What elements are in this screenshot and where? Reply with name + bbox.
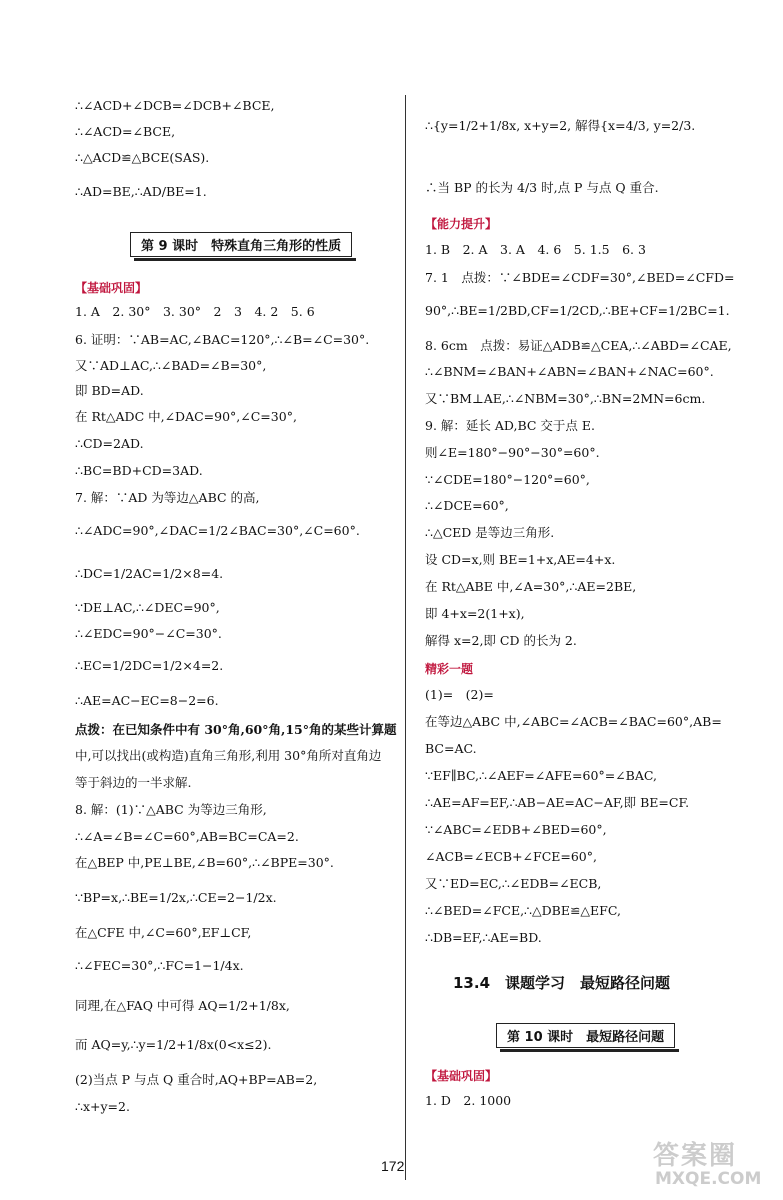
answer-line: 8. 解：(1)∵△ABC 为等边三角形, [75, 802, 267, 817]
answer-line: 8. 6cm 点拨：易证△ADB≌△CEA,∴∠ABD=∠CAE, [425, 338, 732, 353]
answer-line: ∵∠ABC=∠EDB+∠BED=60°, [425, 822, 607, 837]
answer-line: 1. A 2. 30° 3. 30° 2 3 4. 2 5. 6 [75, 304, 315, 319]
section-tag: 【能力提升】 [425, 217, 498, 231]
section-tag: 精彩一题 [425, 662, 474, 676]
tip-line: 中,可以找出(或构造)直角三角形,利用 30°角所对直角边 [75, 748, 382, 763]
text-line: ∴△ACD≌△BCE(SAS). [75, 150, 210, 165]
answer-line: ∴EC=1/2DC=1/2×4=2. [75, 658, 224, 673]
answer-line: 90°,∴BE=1/2BD,CF=1/2CD,∴BE+CF=1/2BC=1. [425, 303, 730, 318]
answer-line: 即 BD=AD. [75, 383, 144, 398]
answer-line: ∵∠CDE=180°−120°=60°, [425, 472, 590, 487]
section-heading-10: 第 10 课时 最短路径问题 [496, 1023, 675, 1048]
answer-line: ∴∠BED=∠FCE,∴△DBE≌△EFC, [425, 903, 621, 918]
answer-line: ∴∠DCE=60°, [425, 498, 509, 513]
answer-line: ∴AE=AC−EC=8−2=6. [75, 693, 219, 708]
answer-line: 6. 证明：∵AB=AC,∠BAC=120°,∴∠B=∠C=30°. [75, 332, 370, 347]
lesson-title: 13.4 课题学习 最短路径问题 [453, 974, 671, 992]
answer-line: ∴∠BNM=∠BAN+∠ABN=∠BAN+∠NAC=60°. [425, 364, 714, 379]
answer-line: 即 4+x=2(1+x), [425, 606, 525, 621]
answer-line: 在 Rt△ADC 中,∠DAC=90°,∠C=30°, [75, 409, 297, 424]
answer-line: ∴△CED 是等边三角形. [425, 525, 555, 540]
section-tag: 【基础巩固】 [425, 1069, 498, 1083]
tip-line: 等于斜边的一半求解. [75, 775, 192, 790]
answer-line: ∴∠EDC=90°−∠C=30°. [75, 626, 222, 641]
answer-line: ∵EF∥BC,∴∠AEF=∠AFE=60°=∠BAC, [425, 768, 657, 783]
watermark [645, 1135, 775, 1195]
text-line: ∴∠ACD=∠BCE, [75, 124, 176, 139]
answer-line: ∴当 BP 的长为 4/3 时,点 P 与点 Q 重合. [425, 180, 659, 195]
section-heading-9: 第 9 课时 特殊直角三角形的性质 [130, 232, 352, 257]
answer-line: ∵BP=x,∴BE=1/2x,∴CE=2−1/2x. [75, 890, 277, 905]
page-number: 172 [381, 1158, 405, 1174]
watermark-url: MXQE.COM [655, 1169, 762, 1189]
text-line: ∴∠ACD+∠DCB=∠DCB+∠BCE, [75, 98, 275, 113]
column-divider [405, 95, 406, 1180]
answer-line: ∴DC=1/2AC=1/2×8=4. [75, 566, 224, 581]
answer-line: 则∠E=180°−90°−30°=60°. [425, 445, 600, 460]
answer-line: 而 AQ=y,∴y=1/2+1/8x(0<x≤2). [75, 1037, 272, 1052]
answer-line: 1. D 2. 1000 [425, 1093, 512, 1108]
answer-line: ∴DB=EF,∴AE=BD. [425, 930, 542, 945]
answer-line: 7. 1 点拨：∵∠BDE=∠CDF=30°,∠BED=∠CFD= [425, 270, 735, 285]
answer-line: 7. 解：∵AD 为等边△ABC 的高, [75, 490, 260, 505]
answer-line: ∴x+y=2. [75, 1099, 130, 1114]
answer-line: ∴BC=BD+CD=3AD. [75, 463, 203, 478]
answer-line: ∠ACB=∠ECB+∠FCE=60°, [425, 849, 597, 864]
answer-line: ∴AE=AF=EF,∴AB−AE=AC−AF,即 BE=CF. [425, 795, 690, 810]
answer-line: (2)当点 P 与点 Q 重合时,AQ+BP=AB=2, [75, 1072, 318, 1087]
answer-line: ∴CD=2AD. [75, 436, 144, 451]
answer-line: 又∵AD⊥AC,∴∠BAD=∠B=30°, [75, 358, 267, 373]
answer-line: 在△BEP 中,PE⊥BE,∠B=60°,∴∠BPE=30°. [75, 855, 334, 870]
answer-line: BC=AC. [425, 741, 477, 756]
answer-line: (1)= (2)= [425, 687, 494, 702]
answer-line: ∴∠A=∠B=∠C=60°,AB=BC=CA=2. [75, 829, 299, 844]
answer-line: 在等边△ABC 中,∠ABC=∠ACB=∠BAC=60°,AB= [425, 714, 722, 729]
answer-line: ∴∠FEC=30°,∴FC=1−1/4x. [75, 958, 244, 973]
answer-line: 在 Rt△ABE 中,∠A=30°,∴AE=2BE, [425, 579, 637, 594]
answer-line: 1. B 2. A 3. A 4. 6 5. 1.5 6. 3 [425, 242, 646, 257]
answer-line: 又∵ED=EC,∴∠EDB=∠ECB, [425, 876, 602, 891]
answer-line: 9. 解：延长 AD,BC 交于点 E. [425, 418, 595, 433]
answer-line: 解得 x=2,即 CD 的长为 2. [425, 633, 577, 648]
tip-line: 点拨：在已知条件中有 30°角,60°角,15°角的某些计算题 [75, 722, 397, 737]
answer-line: 在△CFE 中,∠C=60°,EF⊥CF, [75, 925, 252, 940]
equation-system: ∴{y=1/2+1/8x, x+y=2, 解得{x=4/3, y=2/3. [425, 118, 696, 133]
answer-line: ∴∠ADC=90°,∠DAC=1/2∠BAC=30°,∠C=60°. [75, 523, 360, 538]
answer-line: 同理,在△FAQ 中可得 AQ=1/2+1/8x, [75, 998, 290, 1013]
answer-line: 又∵BM⊥AE,∴∠NBM=30°,∴BN=2MN=6cm. [425, 391, 706, 406]
answer-line: 设 CD=x,则 BE=1+x,AE=4+x. [425, 552, 616, 567]
section-tag: 【基础巩固】 [75, 281, 148, 295]
text-line: ∴AD=BE,∴AD/BE=1. [75, 184, 207, 199]
watermark-text: 答案圈 [653, 1141, 738, 1171]
answer-line: ∵DE⊥AC,∴∠DEC=90°, [75, 600, 220, 615]
